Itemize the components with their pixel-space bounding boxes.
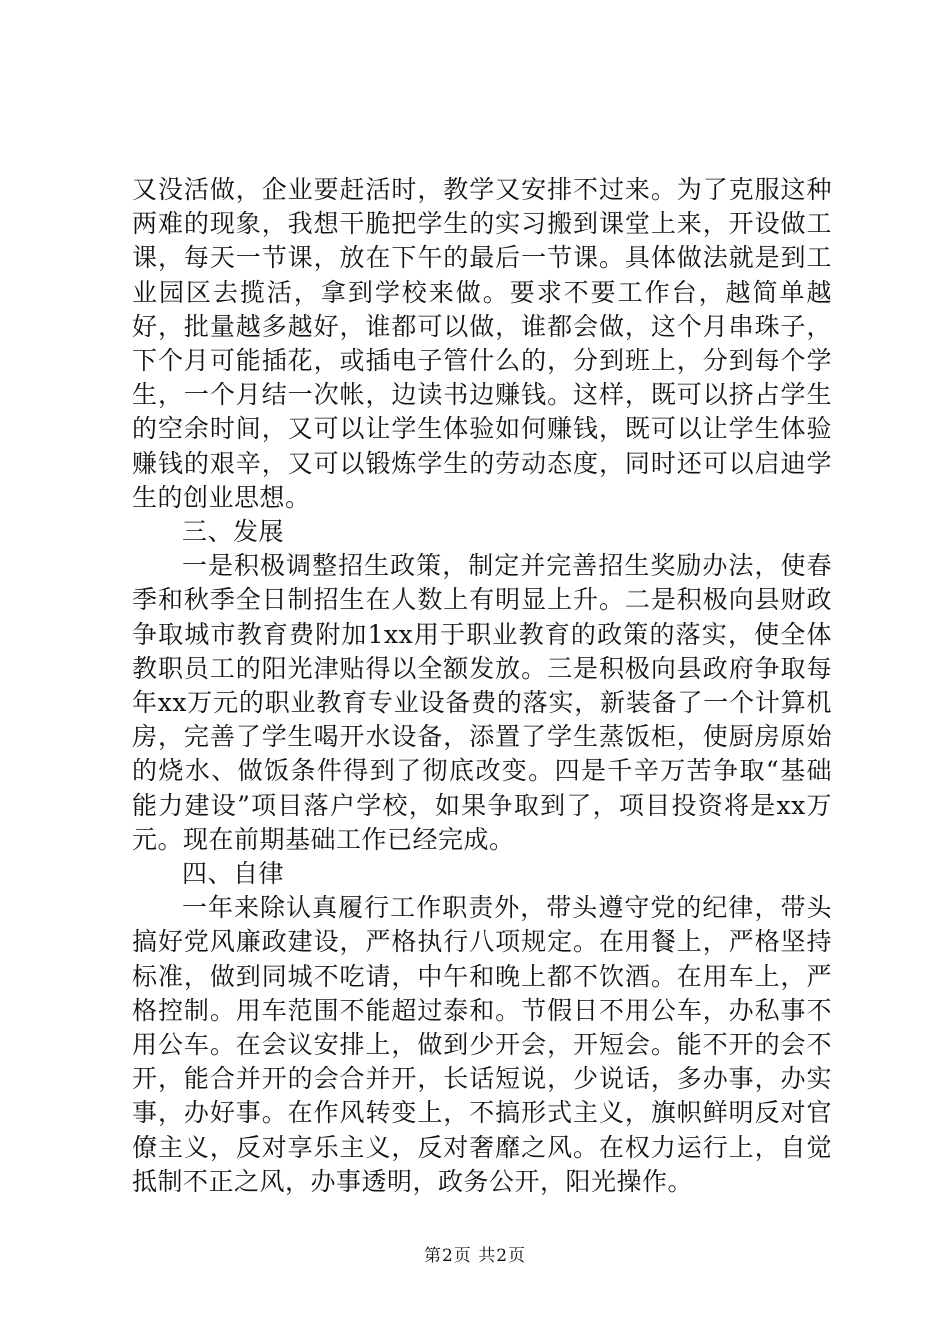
section-heading-development: 三、发展: [182, 517, 285, 547]
paragraph-development: 一是积极调整招生政策，制定并完善招生奖励办法，使春季和秋季全日制招生在人数上有明显上升。二是积极向县财政争取城市教育费附加1xx用于职业教育的政策的落实，使全体教职员工的阳光津贴得以全额发放。三是积极向县政府争取每年xx万元的职业教育专业设备费的落实，新装备了一个计算机房，完善了学生喝开水设备，添置了学生蒸饭柜，使厨房原始的烧水、做饭条件得到了彻底改变。四是千辛万苦争取“基础能力建设”项目落户学校，如果争取到了，项目投资将是xx万元。现在前期基础工作已经完成。: [132, 551, 832, 854]
document-body: [132, 173, 832, 1199]
paragraph-continued: 又没活做，企业要赶活时，教学又安排不过来。为了克服这种两难的现象，我想干脆把学生的实习搬到课堂上来，开设做工课，每天一节课，放在下午的最后一节课。具体做法就是到工业园区去揽活，拿到学校来做。要求不要工作台，越简单越好，批量越多越好，谁都可以做，谁都会做，这个月串珠子，下个月可能插花，或插电子管什么的，分到班上，分到每个学生，一个月结一次帐，边读书边赚钱。这样，既可以挤占学生的空余时间，又可以让学生体验如何赚钱，既可以让学生体验赚钱的艰辛，又可以锻炼学生的劳动态度，同时还可以启迪学生的创业思想。: [132, 175, 832, 512]
page-number-footer: 第2页 共2页: [423, 1246, 527, 1266]
section-heading-self-discipline: 四、自律: [182, 859, 285, 889]
paragraph-self-discipline: 一年来除认真履行工作职责外，带头遵守党的纪律，带头搞好党风廉政建设，严格执行八项规定。在用餐上，严格坚持标准，做到同城不吃请，中午和晚上都不饮酒。在用车上，严格控制。用车范围不能超过泰和。节假日不用公车，办私事不用公车。在会议安排上，做到少开会，开短会。能不开的会不开，能合并开的会合并开，长话短说，少说话，多办事，办实事，办好事。在作风转变上，不搞形式主义，旗帜鲜明反对官僚主义，反对享乐主义，反对奢靡之风。在权力运行上，自觉抵制不正之风，办事透明，政务公开，阳光操作。: [132, 893, 832, 1196]
